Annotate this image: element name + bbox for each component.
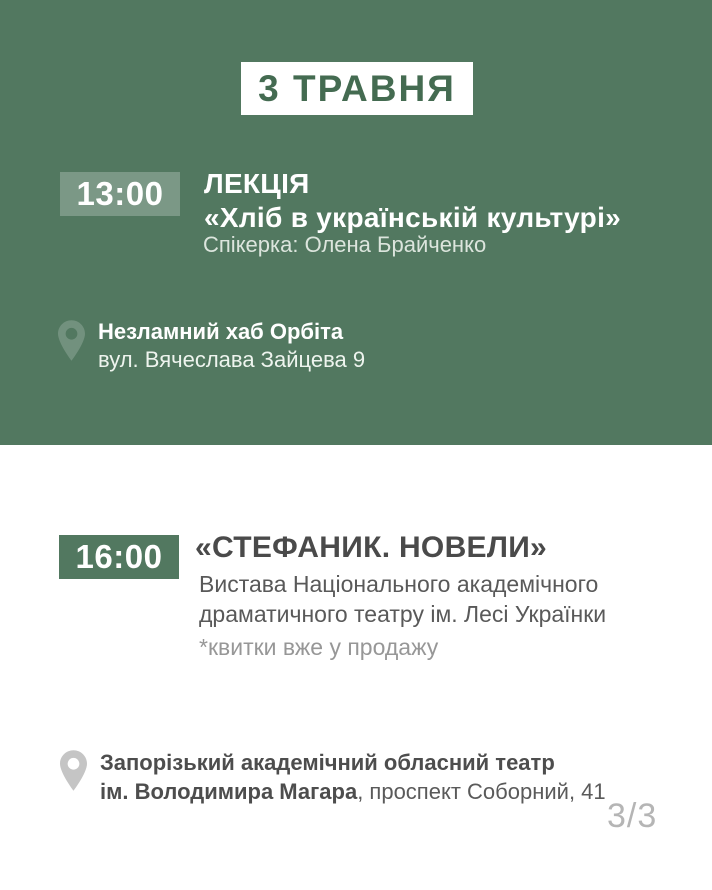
date-badge-label: 3 ТРАВНЯ (258, 67, 456, 109)
location-pin-icon (60, 750, 87, 796)
event1-title (204, 167, 621, 235)
event2-time-badge: 16:00 (59, 535, 179, 579)
event1-location-address: вул. Вячеслава Зайцева 9 (98, 347, 366, 372)
event2-description-line1: Вистава Національного академічного (199, 571, 599, 597)
page-indicator: 3/3 (607, 797, 658, 835)
event2-tickets-note: *квитки вже у продажу (199, 634, 439, 660)
event2-location-name-line2 (100, 777, 606, 806)
event2-location (60, 748, 606, 806)
date-badge (241, 62, 473, 115)
event2-title: «СТЕФАНИК. НОВЕЛИ» (195, 531, 548, 564)
event2-location-name-line1: Запорізький академічний обласний театр (100, 750, 555, 775)
event2-description-line2: драматичного театру ім. Лесі Українки (199, 601, 607, 627)
white-section (0, 445, 712, 890)
event2-description (199, 569, 606, 629)
event2-location-name-bold: ім. Володимира Магара (100, 779, 358, 804)
event1-location (58, 318, 365, 374)
event1-location-name: Незламний хаб Орбіта (98, 319, 344, 344)
event1-title-line1: ЛЕКЦІЯ (204, 168, 310, 199)
event1-title-line2: «Хліб в українській культурі» (204, 202, 622, 233)
event1-time-badge: 13:00 (60, 172, 180, 216)
event2-location-address: , проспект Соборний, 41 (357, 779, 606, 804)
event1-speaker: Спікерка: Олена Брайченко (203, 232, 487, 257)
event1-location-text (98, 318, 365, 374)
location-pin-icon (58, 320, 85, 366)
event2-location-text (100, 748, 606, 806)
